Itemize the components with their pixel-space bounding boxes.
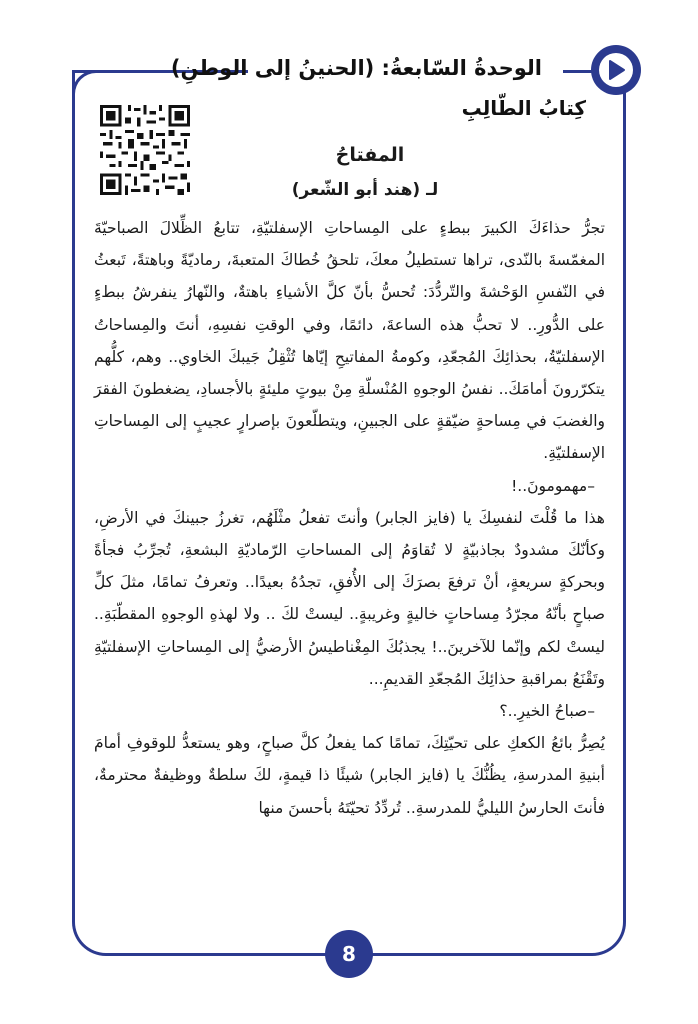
story-paragraph: تجرُّ حذاءَكَ الكبيرَ ببطءٍ على المِساحاتِ الإسفلتيّةِ، تتابعُ الظِّلالَ الصباحيّةَ المغمّسةَ بالنّدى، تراها تستطيلُ معكَ، تلحقُ خُطاكَ المتعبةَ، رماديّةً وباهتةً، تَبعثُ في النّفسِ الوَحْشةَ والتّردُّدَ: تُحسُّ بأنّ كلَّ الأشياءِ باهتةٌ، والنّهارُ ينفرشُ ببطءٍ على الدُّورِ.. لا تحبُّ هذه الساعةَ، دائمًا، وفي الوقتِ نفسِهِ، أنتَ والمِساحاتُ الإسفلتيّةُ، بحذائِكَ المُجعّدِ، وكومةُ المفاتيحِ إيّاها تُثْقِلُ جَيبكَ الخاوي.. وهم، كلُّهم يتكرّرونَ أمامَكَ.. نفسُ الوجوهِ المُنْسلّةِ مِنْ بيوتٍ مليئةٍ بالأجسادِ، يضغطونَ الفقرَ والغضبَ في مِساحةٍ ضيّقةٍ على الجبينِ، ويتطلّعونَ بإصرارٍ عجيبٍ إلى المِساحاتِ الإسفلتيّةِ. [94, 219, 605, 463]
story-dialog-line: –صباحُ الخيرِ..؟ [499, 702, 595, 721]
qr-code[interactable] [100, 105, 190, 195]
page-number: 8 [325, 930, 373, 978]
story-dialog-line: –مهمومونَ..! [511, 476, 595, 495]
unit-title: الوحدةُ السّابعةُ: (الحنينُ إلى الوطنِ) [170, 56, 542, 80]
story-author: لـ (هند أبو الشّعر) [291, 180, 439, 200]
story-body [94, 212, 605, 824]
story-title: المفتاحُ [335, 144, 405, 166]
play-icon [606, 59, 626, 81]
unit-play-icon[interactable] [591, 45, 641, 95]
story-paragraph: هذا ما قُلْتَ لنفسِكَ يا (فايز الجابر) وأنتَ تفعلُ مثْلَهُم، تغرزُ جبينكَ في الأرضِ، وكأنّكَ مشدودٌ بجاذبيّةٍ لا تُقاوَمُ إلى المساحاتِ الرّماديّةِ البشعةِ، تُجرِّبُ فجأةً وبحركةٍ سريعةٍ، أنْ ترفعَ بصرَكَ إلى الأُفقِ، تجدُهُ بعيدًا.. وتعرفُ تمامًا، مثلَ كلِّ صباحٍ بأنّهُ مجرّدُ مِساحاتٍ خاليةٍ وغريبةٍ.. ليستْ لكَ .. ولا لهذهِ الوجوهِ المقطّبَةِ.. ليستْ لكم وإنّما للآخرينَ..! يجذبُكَ المِغْناطيسُ الأرضيُّ إلى المِساحاتِ الإسفلتيّةِ وتَقْنَعُ بمراقبةِ حذائِكَ المُجعّدِ القديمِ... [94, 508, 605, 688]
play-icon-inner [599, 53, 633, 87]
book-title: كِتابُ الطّالِبِ [461, 96, 586, 120]
story-paragraph: يُصِرُّ بائعُ الكعكِ على تحيّتِكَ، تمامًا كما يفعلُ كلَّ صباحٍ، وهو يستعدُّ للوقوفِ أمامَ أبنيةِ المدرسةِ، يظُنُّكَ يا (فايز الجابر) شيئًا ذا قيمةٍ، لكَ سلطةٌ ووظيفةٌ محترمةٌ، فأنتَ الحارسُ الليليُّ للمدرسةِ.. تُردِّدُ تحيّتَهُ بأحسنَ منها [94, 734, 605, 817]
border-top-line-right [563, 70, 593, 73]
